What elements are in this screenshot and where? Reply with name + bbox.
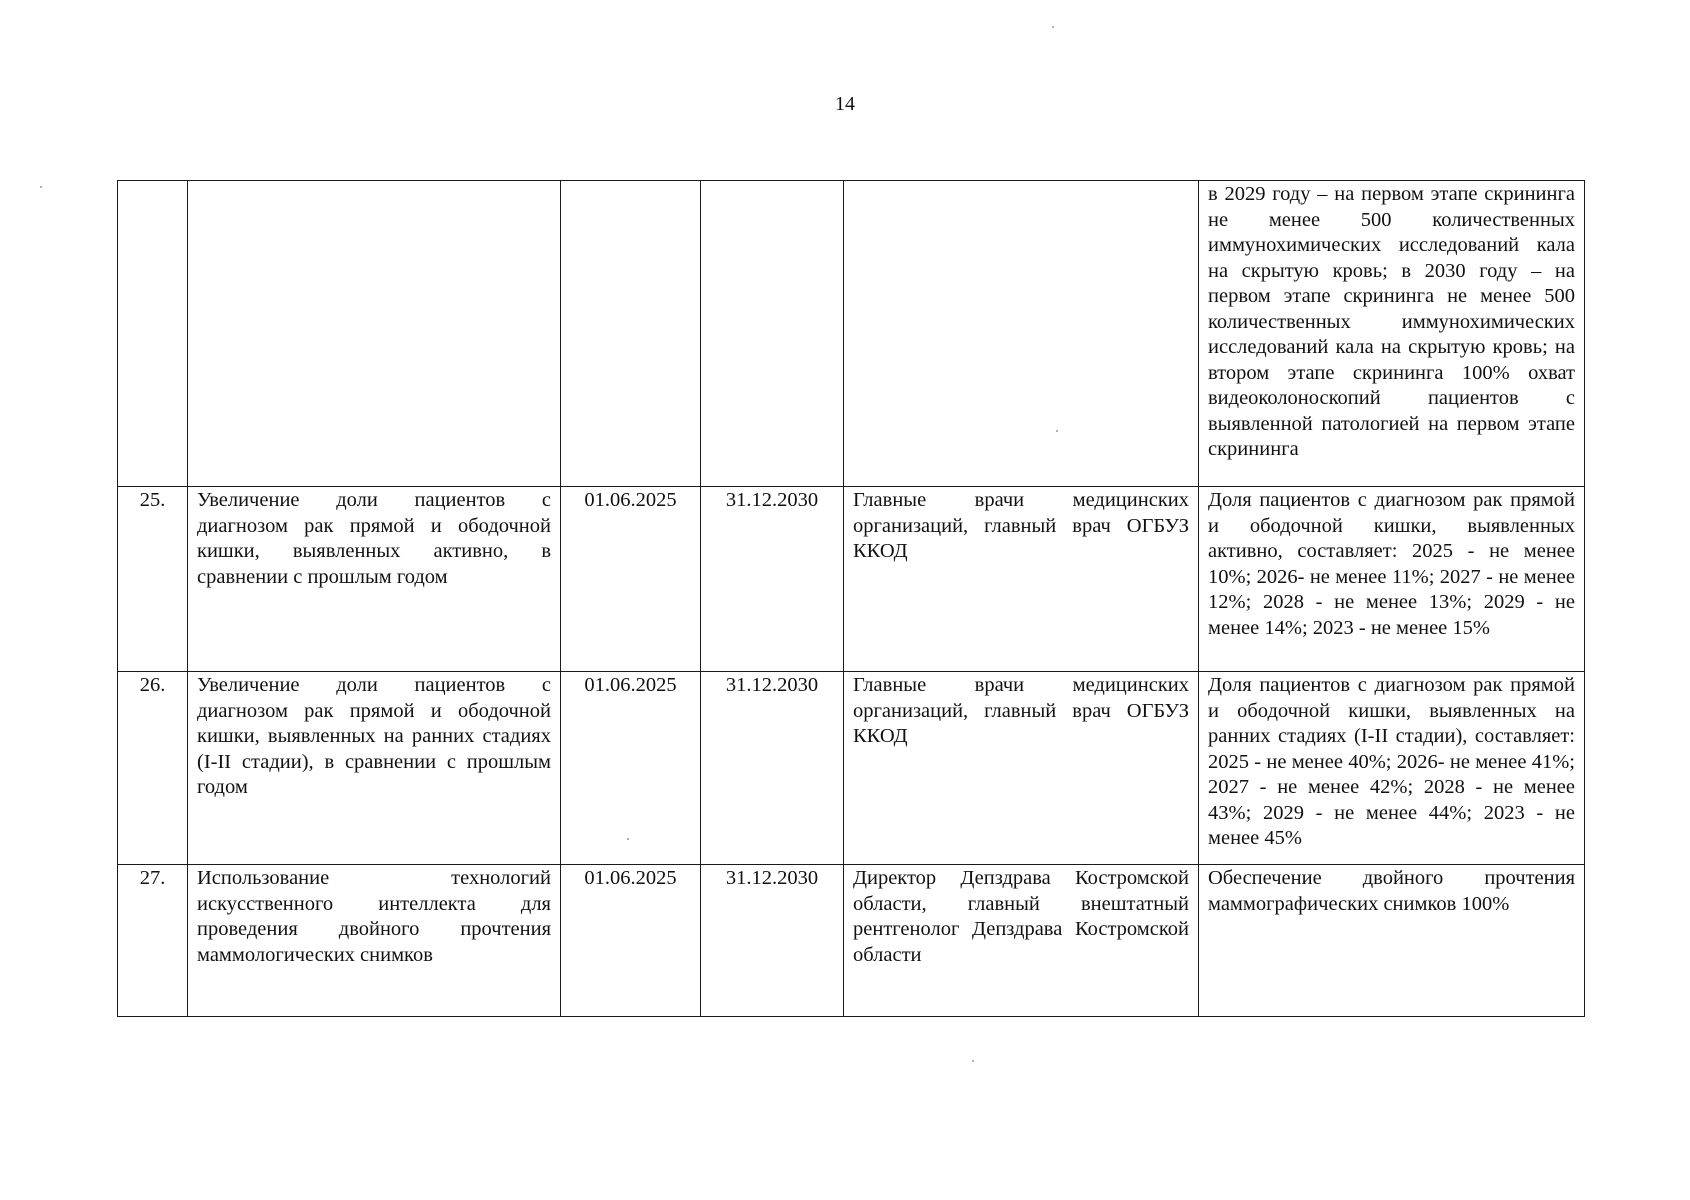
- expected-result: Доля пациентов с диагнозом рак прямой и ободочной кишки, выявленных на ранних стадиях (I-II стадии), составляет: 2025 - не менее 40%; 2026- не менее 41%; 2027 - не менее 42%; 2028 - не менее 43%; 2029 - не менее 44%; 2023 - не менее 45%: [1199, 672, 1585, 865]
- scan-speck: [972, 1060, 974, 1062]
- table-row: [118, 487, 1585, 672]
- responsible: Главные врачи медицинских организаций, главный врач ОГБУЗ ККОД: [844, 487, 1199, 672]
- scan-speck: [627, 838, 629, 840]
- responsible: Главные врачи медицинских организаций, главный врач ОГБУЗ ККОД: [844, 672, 1199, 865]
- measure-name: Увеличение доли пациентов с диагнозом рак прямой и ободочной кишки, выявленных на ранних стадиях (I-II стадии), в сравнении с прошлым годом: [188, 672, 561, 865]
- measure-name: Увеличение доли пациентов с диагнозом рак прямой и ободочной кишки, выявленных активно, в сравнении с прошлым годом: [188, 487, 561, 672]
- measure-name: Использование технологий искусственного интеллекта для проведения двойного прочтения маммологических снимков: [188, 865, 561, 1017]
- table-row: [118, 672, 1585, 865]
- page-number: 14: [835, 93, 855, 115]
- cell-num-empty: [118, 181, 188, 487]
- expected-result: Обеспечение двойного прочтения маммографических снимков 100%: [1199, 865, 1585, 1017]
- row-number: 25.: [118, 487, 188, 672]
- start-date: 01.06.2025: [561, 672, 701, 865]
- scan-speck: [40, 186, 42, 188]
- cell-name-empty: [188, 181, 561, 487]
- cell-start-empty: [561, 181, 701, 487]
- scan-speck: [1056, 430, 1058, 432]
- cell-result-continuation: в 2029 году – на первом этапе скрининга не менее 500 количественных иммунохимических исследований кала на скрытую кровь; в 2030 году – на первом этапе скрининга не менее 500 количественных иммунохимических исследований кала на скрытую кровь; на втором этапе скрининга 100% охват видеоколоноскопий пациентов с выявленной патологией на первом этапе скрининга: [1199, 181, 1585, 487]
- end-date: 31.12.2030: [701, 487, 844, 672]
- cell-responsible-empty: [844, 181, 1199, 487]
- end-date: 31.12.2030: [701, 865, 844, 1017]
- table-row: [118, 865, 1585, 1017]
- expected-result: Доля пациентов с диагнозом рак прямой и ободочной кишки, выявленных активно, составляет: 2025 - не менее 10%; 2026- не менее 11%; 2027 - не менее 12%; 2028 - не менее 13%; 2029 - не менее 14%; 2023 - не менее 15%: [1199, 487, 1585, 672]
- cell-end-empty: [701, 181, 844, 487]
- scan-speck: [1052, 26, 1054, 28]
- responsible: Директор Депздрава Костромской области, главный внештатный рентгенолог Депздрава Костромской области: [844, 865, 1199, 1017]
- measures-table: [117, 180, 1585, 1017]
- table-row-continuation: [118, 181, 1585, 487]
- row-number: 26.: [118, 672, 188, 865]
- row-number: 27.: [118, 865, 188, 1017]
- start-date: 01.06.2025: [561, 865, 701, 1017]
- end-date: 31.12.2030: [701, 672, 844, 865]
- start-date: 01.06.2025: [561, 487, 701, 672]
